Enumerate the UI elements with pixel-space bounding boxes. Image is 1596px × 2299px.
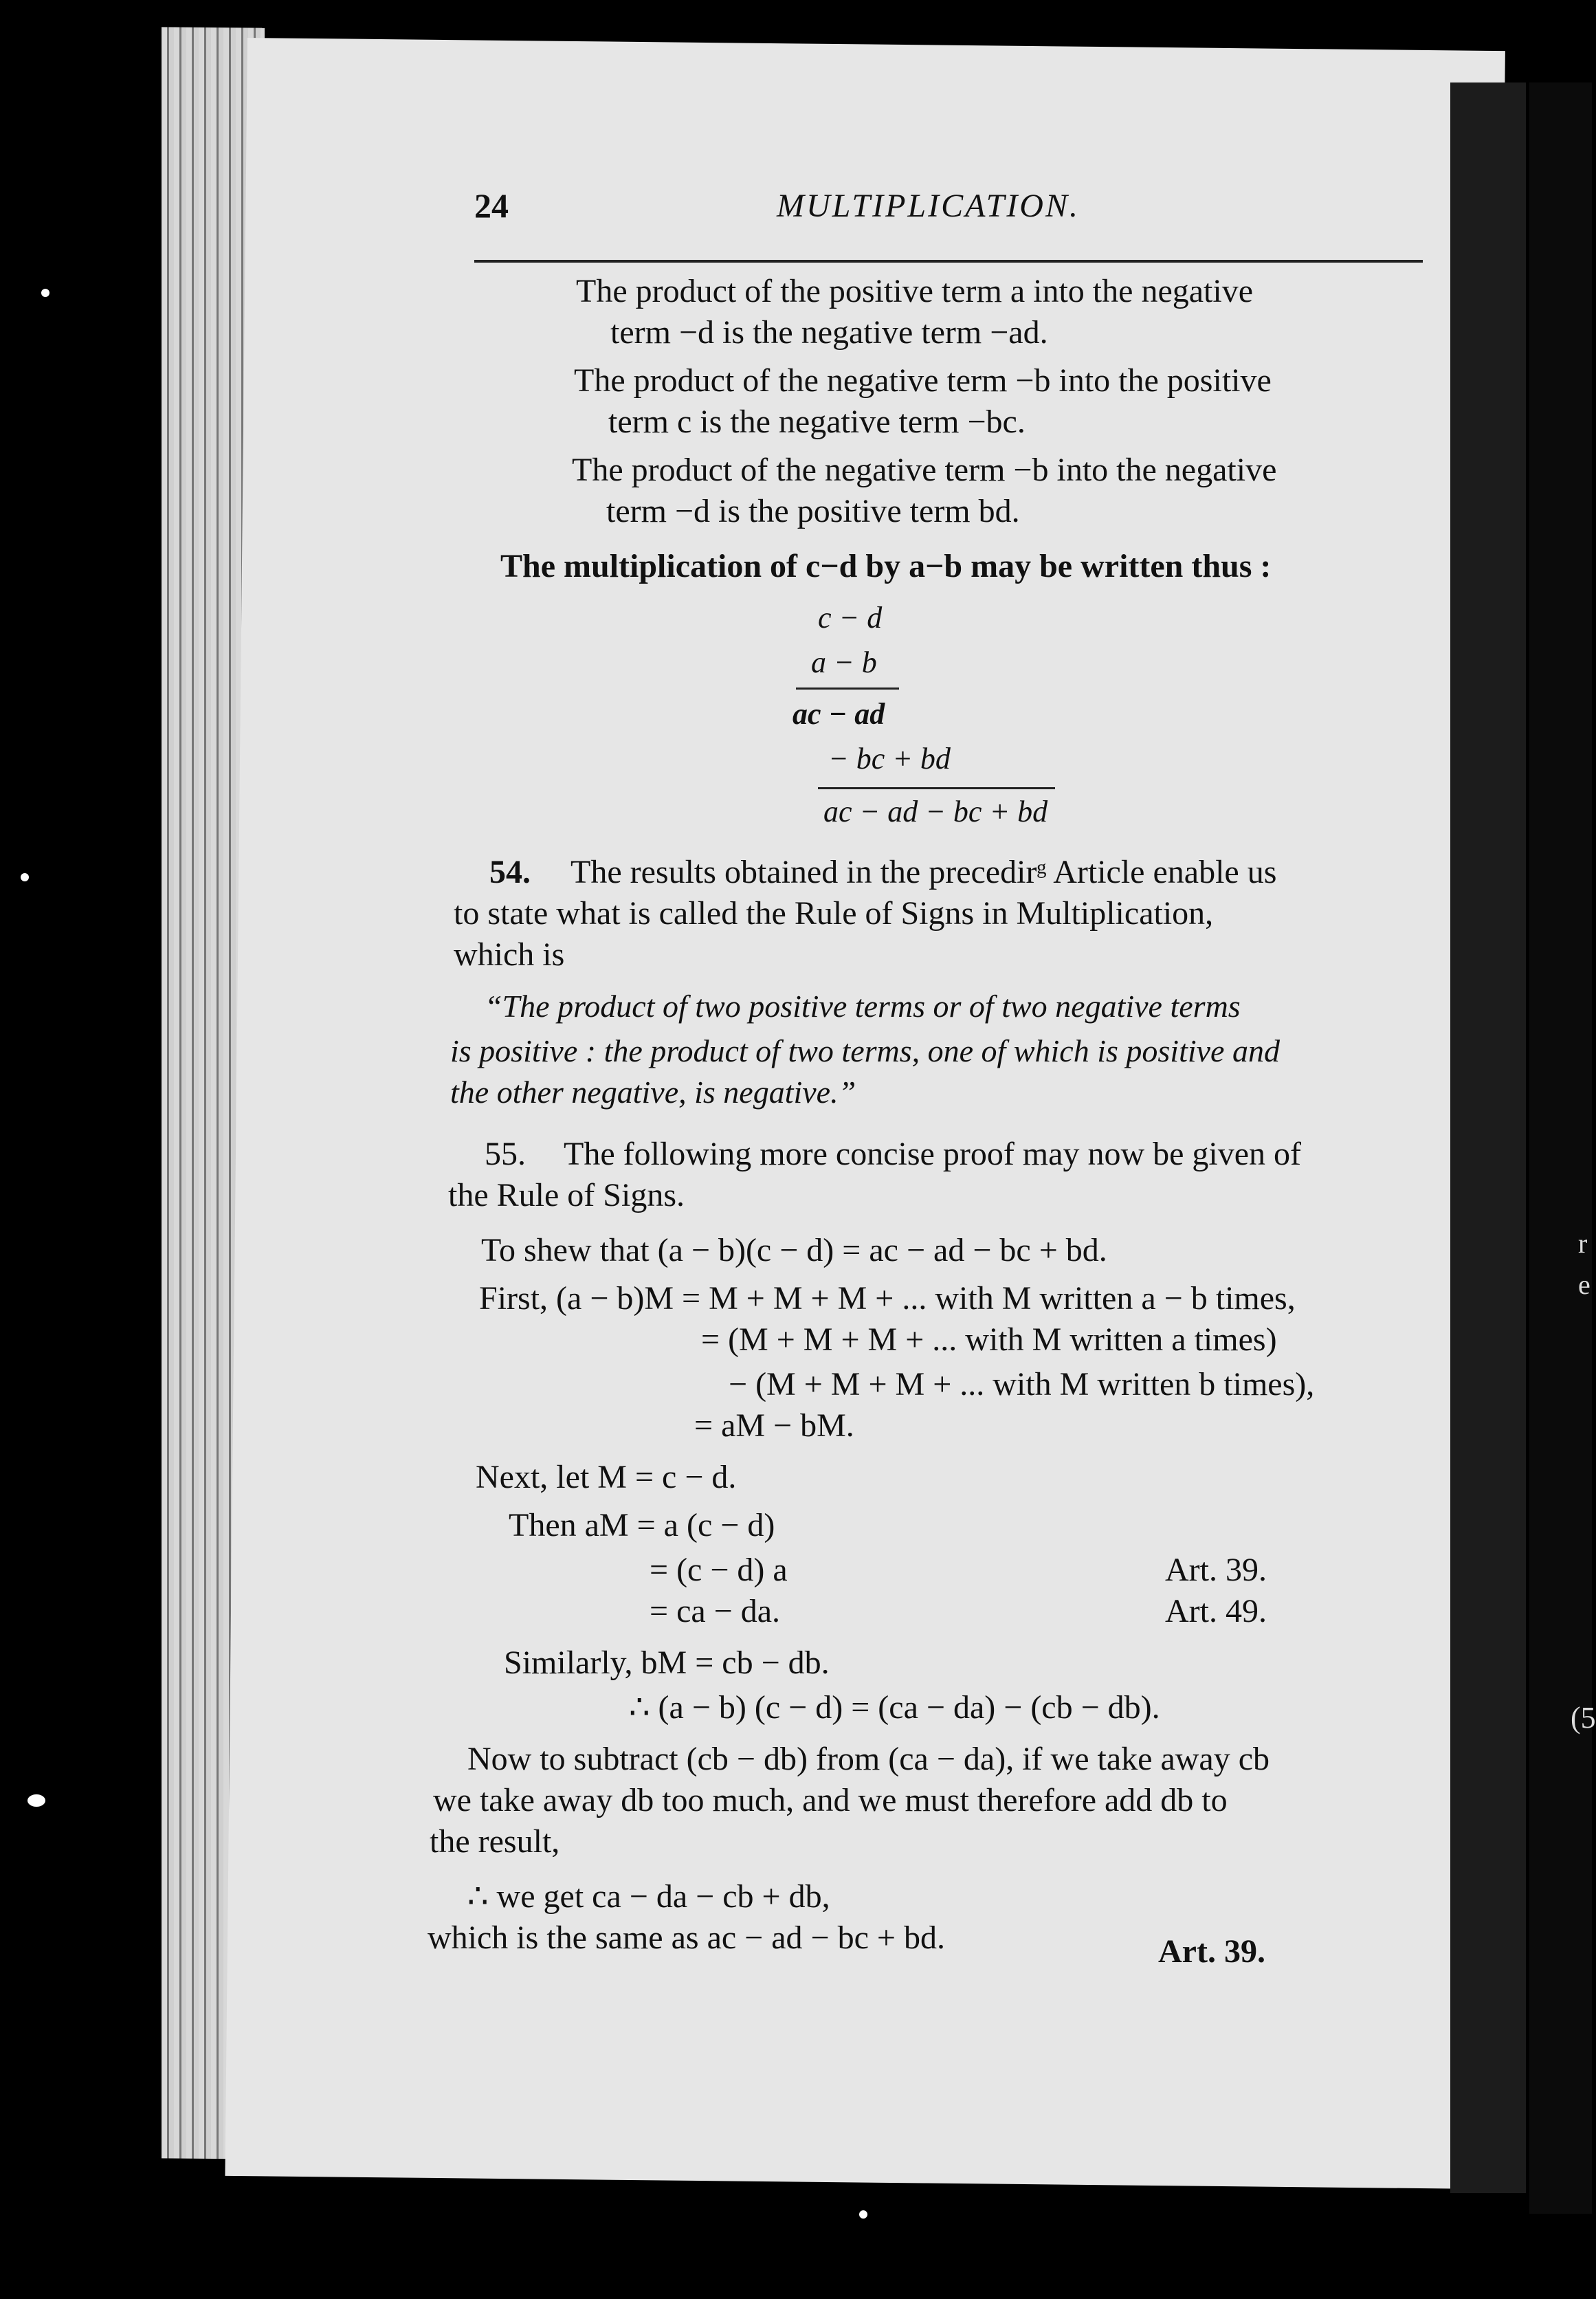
product-statement-line: term −d is the positive term bd. [606,493,1020,529]
article-reference: Art. 49. [1165,1593,1267,1629]
product-statement-line: The product of the positive term a into the negative [576,273,1254,309]
running-title: MULTIPLICATION. [777,188,1080,224]
proof-line: − (M + M + M + ... with M written b times), [729,1366,1315,1402]
scan-speck [27,1794,45,1807]
proof-line: ∴ we get ca − da − cb + db, [467,1878,830,1915]
working-row: a − b [811,646,877,679]
working-row: ac − ad − bc + bd [823,795,1048,828]
article-number: 55. [485,1136,526,1172]
proof-line: which is the same as ac − ad − bc + bd. [428,1920,945,1956]
multiplication-intro: The multiplication of c−d by a−b may be written thus : [500,548,1272,584]
proof-line: Now to subtract (cb − db) from (ca − da), if we take away cb [467,1741,1270,1777]
working-row: ac − ad [793,697,885,731]
facing-page-fragment: r [1578,1228,1588,1259]
article-text-line: which is [454,936,565,973]
proof-line: First, (a − b)M = M + M + M + ... with M written a − b times, [479,1280,1296,1317]
article-text-line: the Rule of Signs. [448,1177,685,1213]
article-reference: Art. 39. [1165,1552,1267,1588]
proof-line: Then aM = a (c − d) [509,1507,775,1543]
facing-page [1529,82,1592,2214]
proof-line: = ca − da. [650,1593,781,1629]
proof-line: the result, [430,1823,560,1860]
product-statement-line: term −d is the negative term −ad. [610,314,1048,351]
proof-line: To shew that (a − b)(c − d) = ac − ad − bc + bd. [481,1232,1107,1268]
facing-page-fragment: e [1578,1269,1591,1300]
article-text-line: The results obtained in the precedirᵍ Article enable us [570,854,1277,890]
scan-speck [859,2210,867,2219]
working-rule [796,688,899,690]
proof-line: ∴ (a − b) (c − d) = (ca − da) − (cb − db). [629,1689,1160,1726]
working-row: − bc + bd [828,742,951,776]
rule-of-signs-quote: “The product of two positive terms or of two negative terms [485,989,1241,1024]
proof-line: = (c − d) a [650,1552,788,1588]
proof-line: = aM − bM. [694,1407,854,1444]
proof-line: = (M + M + M + ... with M written a times) [701,1321,1277,1358]
article-text-line: to state what is called the Rule of Signs in Multiplication, [454,895,1214,932]
product-statement-line: term c is the negative term −bc. [608,404,1026,440]
proof-line: we take away db too much, and we must therefore add db to [433,1782,1228,1818]
proof-line: Similarly, bM = cb − db. [504,1644,830,1681]
scan-speck [21,873,29,881]
working-row: c − d [818,601,883,635]
article-text-line: The following more concise proof may now be given of [564,1136,1302,1172]
product-statement-line: The product of the negative term −b into the positive [574,362,1272,399]
working-rule [818,787,1055,789]
proof-line: Next, let M = c − d. [476,1459,737,1495]
facing-page-fragment: (5 [1571,1701,1596,1735]
rule-of-signs-quote: the other negative, is negative.” [450,1075,856,1110]
page-number: 24 [474,186,509,225]
article-number: 54. [489,854,531,890]
facing-page-gutter [1450,82,1526,2193]
scan-speck [41,289,49,297]
header-rule [474,260,1423,263]
rule-of-signs-quote: is positive : the product of two terms, one of which is positive and [450,1033,1280,1068]
article-reference: Art. 39. [1158,1933,1265,1970]
product-statement-line: The product of the negative term −b into the negative [572,452,1277,488]
